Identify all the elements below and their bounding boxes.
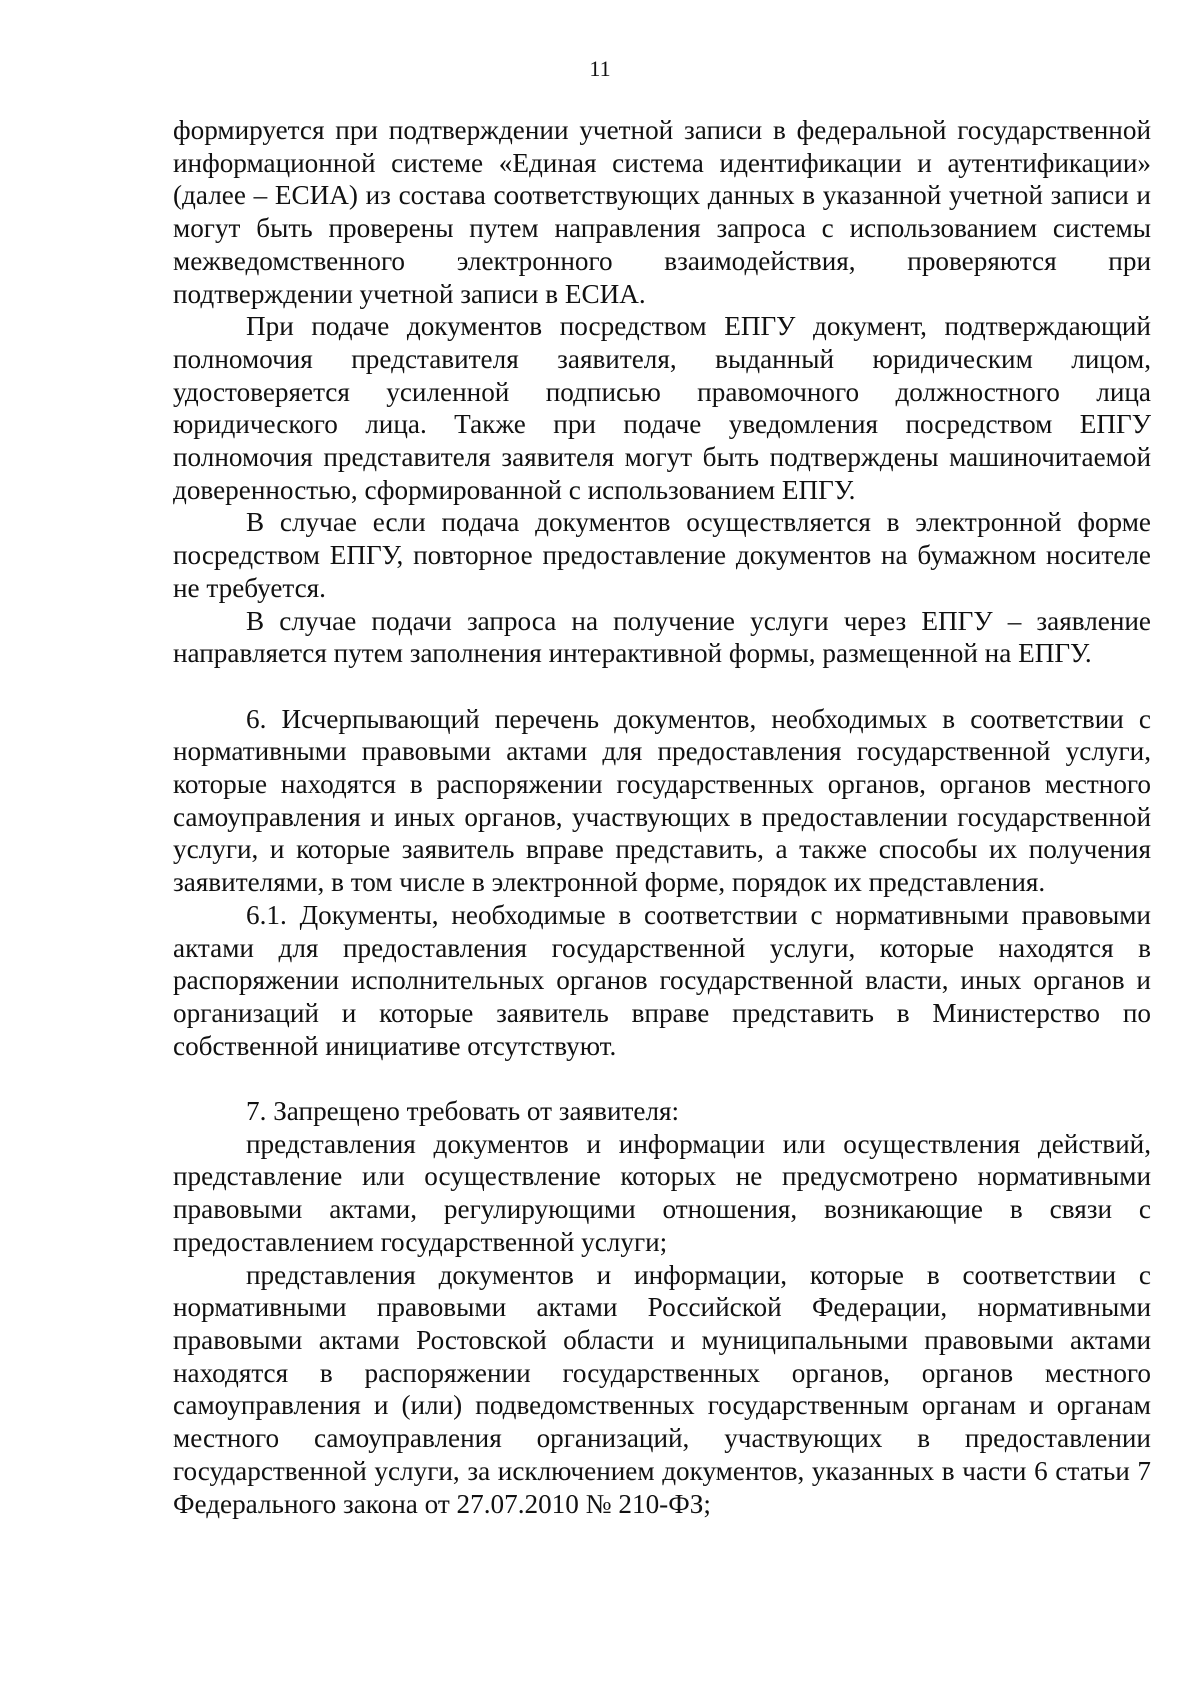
section-7-item-2: представления документов и информации, которые в соответствии с нормативными правовыми актами Российской Федерации, нормативными правовыми актами Ростовской области и муниципальными правовыми актами находятся в распоряжении государственных органов, органов местного самоуправления и (или) подведомственных государственным органам и органам местного самоуправления организаций, участвующих в предоставлении государственной услуги, за исключением документов, указанных в части 6 статьи 7 Федерального закона от 27.07.2010 № 210-ФЗ; — [173, 1259, 1151, 1519]
paragraph-interactive-form: В случае подачи запроса на получение услуги через ЕПГУ – заявление направляется путем заполнения интерактивной формы, размещенной на ЕПГУ. — [173, 605, 1151, 669]
section-7-item-1: представления документов и информации или осуществления действий, представление или осуществление которых не предусмотрено нормативными правовыми актами, регулирующими отношения, возникающие в связи с предоставлением государственной услуги; — [173, 1128, 1151, 1257]
document-body — [173, 114, 1151, 1520]
paragraph-electronic-submission: В случае если подача документов осуществляется в электронной форме посредством ЕПГУ, повторное предоставление документов на бумажном носителе не требуется. — [173, 507, 1151, 603]
section-7-heading: 7. Запрещено требовать от заявителя: — [246, 1096, 680, 1127]
paragraph-esia-confirmation: формируется при подтверждении учетной записи в федеральной государственной информационной системе «Единая система идентификации и аутентификации» (далее – ЕСИА) из состава соответствующих данных в указанной учетной записи и могут быть проверены путем направления запроса с использованием системы межведомственного электронного взаимодействия, проверяются при подтверждении учетной записи в ЕСИА. — [173, 115, 1151, 309]
section-6-1: 6.1. Документы, необходимые в соответствии с нормативными правовыми актами для предоставления государственной услуги, которые находятся в распоряжении исполнительных органов государственной власти, иных органов и организаций и которые заявитель вправе представить в Министерство по собственной инициативе отсутствуют. — [173, 899, 1151, 1061]
page-number: 11 — [589, 56, 611, 81]
paragraph-representative-powers: При подаче документов посредством ЕПГУ документ, подтверждающий полномочия представителя заявителя, выданный юридическим лицом, удостоверяется усиленной подписью правомочного должностного лица юридического лица. Также при подаче уведомления посредством ЕПГУ полномочия представителя заявителя могут быть подтверждены машиночитаемой доверенностью, сформированной с использованием ЕПГУ. — [173, 311, 1151, 505]
section-6-heading: 6. Исчерпывающий перечень документов, необходимых в соответствии с нормативными правовыми актами для предоставления государственной услуги, которые находятся в распоряжении государственных органов, органов местного самоуправления и иных органов, участвующих в предоставлении государственной услуги, и которые заявитель вправе представить, а также способы их получения заявителями, в том числе в электронной форме, порядок их представления. — [173, 703, 1151, 898]
